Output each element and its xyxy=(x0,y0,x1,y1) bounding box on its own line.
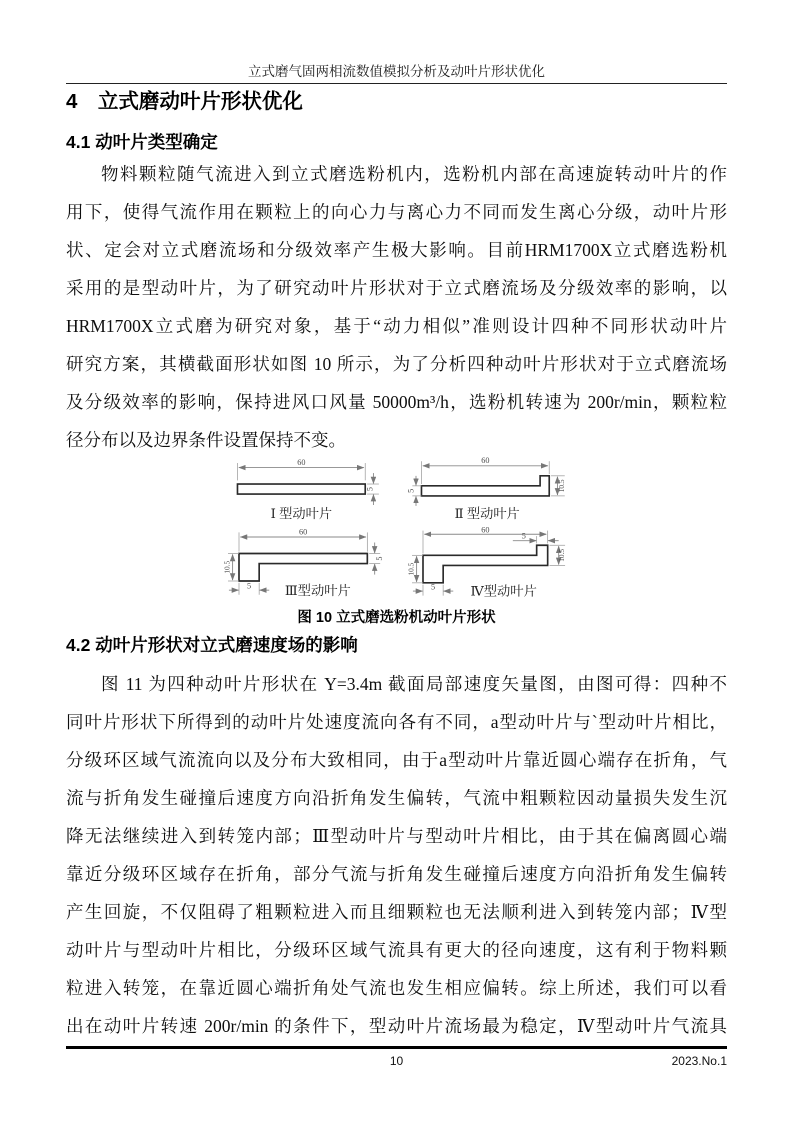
paragraph-line: 产生回旋，不仅阻碍了粗颗粒进入而且细颗粒也无法顺利进入到转笼内部；Ⅳ型 xyxy=(66,902,727,922)
blade-profile xyxy=(237,484,365,494)
dim-width-label: 60 xyxy=(480,456,489,466)
paragraph-line: 降无法继续进入到转笼内部；Ⅲ型动叶片与型动叶片相比，由于其在偏离圆心端 xyxy=(66,826,727,846)
subsection-heading-4-2: 4.2 动叶片形状对立式磨速度场的影响 xyxy=(66,635,358,655)
blade-profile xyxy=(423,545,548,583)
paragraph-line: 径分布以及边界条件设置保持不变。 xyxy=(66,430,346,450)
blade-diagram-grid xyxy=(66,453,727,603)
blade-type-4-diagram xyxy=(405,525,568,603)
paragraph-1 xyxy=(66,155,727,459)
paragraph-line: 研究方案，其横截面形状如图 10 所示，为了分析四种动叶片形状对于立式磨流场 xyxy=(66,354,727,374)
dim-tab-width-label: 5 xyxy=(246,581,251,591)
blade-label: Ⅱ 型动叶片 xyxy=(454,505,520,521)
paragraph-line: 粒进入转笼，在靠近圆心端折角处气流也发生相应偏转。综上所述，我们可以看 xyxy=(66,978,727,998)
section-heading-4: 4 立式磨动叶片形状优化 xyxy=(66,90,303,113)
figure-10 xyxy=(66,453,727,627)
dim-thickness-label: 5 xyxy=(405,488,415,493)
blade-label: Ⅰ 型动叶片 xyxy=(270,505,332,521)
paragraph-line: 图 11 为四种动叶片形状在 Y=3.4m 截面局部速度矢量图，由图可得：四种不 xyxy=(101,674,727,694)
figure-caption: 图 10 立式磨选粉机动叶片形状 xyxy=(297,610,496,626)
dim-thickness-label: 5 xyxy=(365,486,375,492)
dim-tab-height-label: 10.5 xyxy=(221,560,231,574)
paragraph-line: 分级环区域气流流向以及分布大致相同，由于a型动叶片靠近圆心端存在折角，气 xyxy=(66,750,727,770)
paragraph-line: 动叶片与型动叶片相比，分级环区域气流具有更大的径向速度，这有利于物料颗 xyxy=(66,940,727,960)
blade-type-2-diagram xyxy=(405,453,568,526)
dim-tab-width-label: 5 xyxy=(430,582,435,592)
paragraph-line: 及分级效率的影响，保持进风口风量 50000m³/h，选粉机转速为 200r/min，颗粒粒 xyxy=(66,392,727,412)
blade-label: Ⅲ型动叶片 xyxy=(284,582,351,598)
blade-type-1-diagram xyxy=(226,453,384,526)
paragraph-line: 用下，使得气流作用在颗粒上的向心力与离心力不同而发生离心分级，动叶片形 xyxy=(66,202,727,222)
blade-type-3-diagram xyxy=(221,526,384,603)
page-number: 10 xyxy=(389,1054,404,1068)
blade-profile xyxy=(421,476,549,496)
paragraph-2 xyxy=(66,665,727,1045)
paragraph-line: 采用的是型动叶片，为了研究动叶片形状对于立式磨流场及分级效率的影响，以 xyxy=(66,278,727,298)
dim-tab-height-right-label: 10.5 xyxy=(556,548,566,562)
page-footer xyxy=(66,1046,727,1072)
issue-label: 2023.No.1 xyxy=(671,1054,727,1068)
running-header: 立式磨气固两相流数值模拟分析及动叶片形状优化 xyxy=(248,64,545,79)
dim-tab-width-top-label: 5 xyxy=(521,531,526,541)
paragraph-line: 出在动叶片转速 200r/min 的条件下，型动叶片流场最为稳定，Ⅳ型动叶片气流具 xyxy=(66,1016,727,1036)
dim-width-label: 60 xyxy=(480,525,489,535)
paragraph-line: 靠近分级环区域存在折角，部分气流与折角发生碰撞后速度方向沿折角发生偏转 xyxy=(66,864,727,884)
dim-width-label: 60 xyxy=(298,527,307,537)
dim-tab-height-left-label: 10.5 xyxy=(405,562,415,576)
blade-profile xyxy=(239,554,367,582)
blade-label: Ⅳ型动叶片 xyxy=(469,583,537,599)
paragraph-line: 状、定会对立式磨流场和分级效率产生极大影响。目前HRM1700X立式磨选粉机 xyxy=(66,240,727,260)
header-rule xyxy=(66,83,727,84)
paragraph-line: 同叶片形状下所得到的动叶片处速度流向各有不同，a型动叶片与`型动叶片相比， xyxy=(66,712,727,732)
paragraph-line: HRM1700X立式磨为研究对象，基于“动力相似”准则设计四种不同形状动叶片 xyxy=(66,316,727,336)
paragraph-line: 流与折角发生碰撞后速度方向沿折角发生偏转，气流中粗颗粒因动量损失发生沉 xyxy=(66,788,727,808)
dim-thickness-label: 5 xyxy=(374,556,384,561)
paragraph-line: 物料颗粒随气流进入到立式磨选粉机内，选粉机内部在高速旋转动叶片的作 xyxy=(101,164,727,184)
subsection-heading-4-1: 4.1 动叶片类型确定 xyxy=(66,132,218,152)
dim-width-label: 60 xyxy=(296,457,305,467)
dim-tab-height-label: 10.5 xyxy=(556,479,566,493)
